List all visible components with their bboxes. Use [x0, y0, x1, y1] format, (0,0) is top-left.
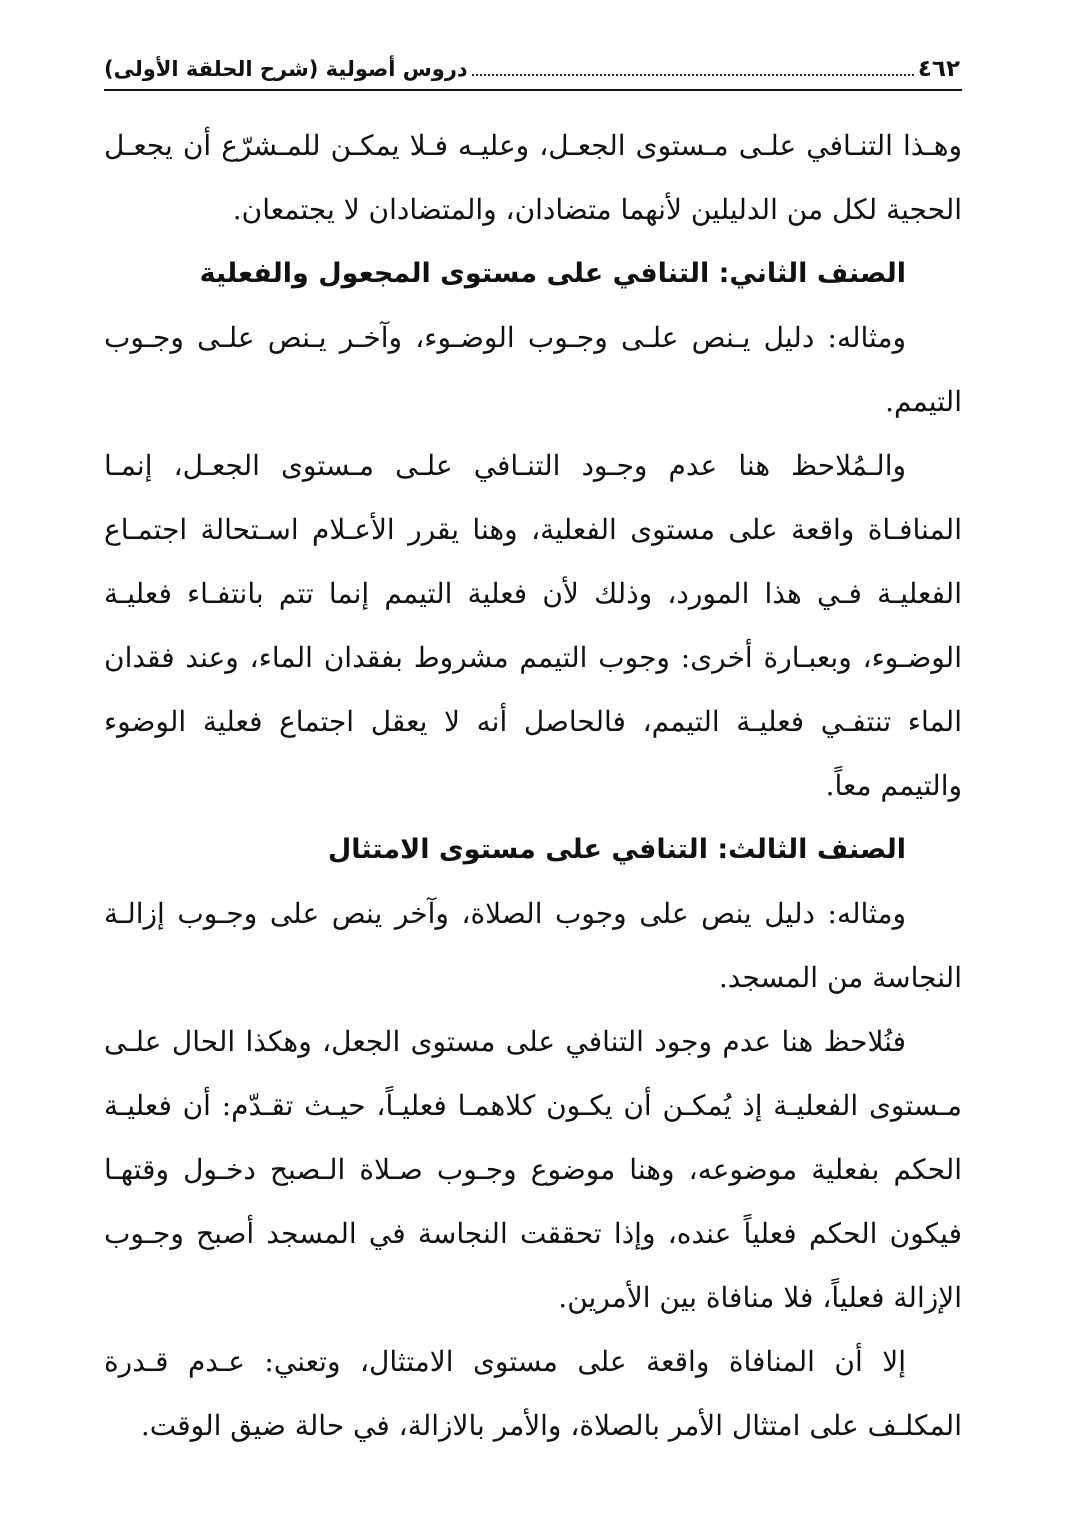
paragraph-1: وهـذا التنـافي علـى مـستوى الجعـل، وعليـه فـلا يمكـن للمـشرّع أن يجعـل الحجية لكل من الدليلين لأنهما متضادان، والمتضادان لا يجتمعان. — [104, 129, 962, 226]
section-heading-3: الصنف الثالث: التنافي على مستوى الامتثال — [327, 834, 906, 865]
page-body — [104, 114, 962, 1458]
paragraph-6: إلا أن المنافاة واقعة على مستوى الامتثال، وتعني: عـدم قـدرة المكلـف على امتثال الأمر بالصلاة، والأمر بالازالة، في حالة ضيق الوقت. — [104, 1345, 962, 1442]
section-heading-2: الصنف الثاني: التنافي على مستوى المجعول والفعلية — [199, 258, 906, 289]
paragraph-2: ومثاله: دليل يـنص علـى وجـوب الوضـوء، وآخـر يـنص علـى وجـوب التيمم. — [104, 321, 962, 418]
book-title: دروس أصولية (شرح الحلقة الأولى) — [104, 57, 468, 81]
paragraph-4: ومثاله: دليل ينص على وجوب الصلاة، وآخر ينص على وجـوب إزالـة النجاسة من المسجد. — [104, 897, 962, 994]
paragraph-5: فنُلاحظ هنا عدم وجود التنافي على مستوى الجعل، وهكذا الحال علـى مـستوى الفعليـة إذ يُمكـن أن يكـون كلاهمـا فعليـاً، حيـث تقـدّم: أن فعليـة الحكم بفعلية موضوعه، وهنا موضوع وجـوب صـلاة الـصبح دخـول وقتهـا فيكون الحكم فعلياً عنده، وإذا تحققت النجاسة في المسجد أصبح وجـوب الإزالة فعلياً، فلا منافاة بين الأمرين. — [104, 1025, 962, 1314]
leader-dots — [472, 74, 914, 76]
header-rule — [104, 89, 962, 91]
running-header — [104, 38, 960, 84]
paragraph-3: والـمُلاحظ هنا عدم وجـود التنـافي علـى مـستوى الجعـل، إنمـا المنافـاة واقعة على مستوى الفعلية، وهنا يقرر الأعـلام اسـتحالة اجتمـاع الفعليـة فـي هذا المورد، وذلك لأن فعلية التيمم إنما تتم بانتفـاء فعليـة الوضـوء، وبعبـارة أخرى: وجوب التيمم مشروط بفقدان الماء، وعند فقدان الماء تنتفـي فعليـة التيمم، فالحاصل أنه لا يعقل اجتماع فعلية الوضوء والتيمم معاً. — [104, 449, 962, 802]
page-number: ٤٦٢ — [917, 56, 960, 82]
